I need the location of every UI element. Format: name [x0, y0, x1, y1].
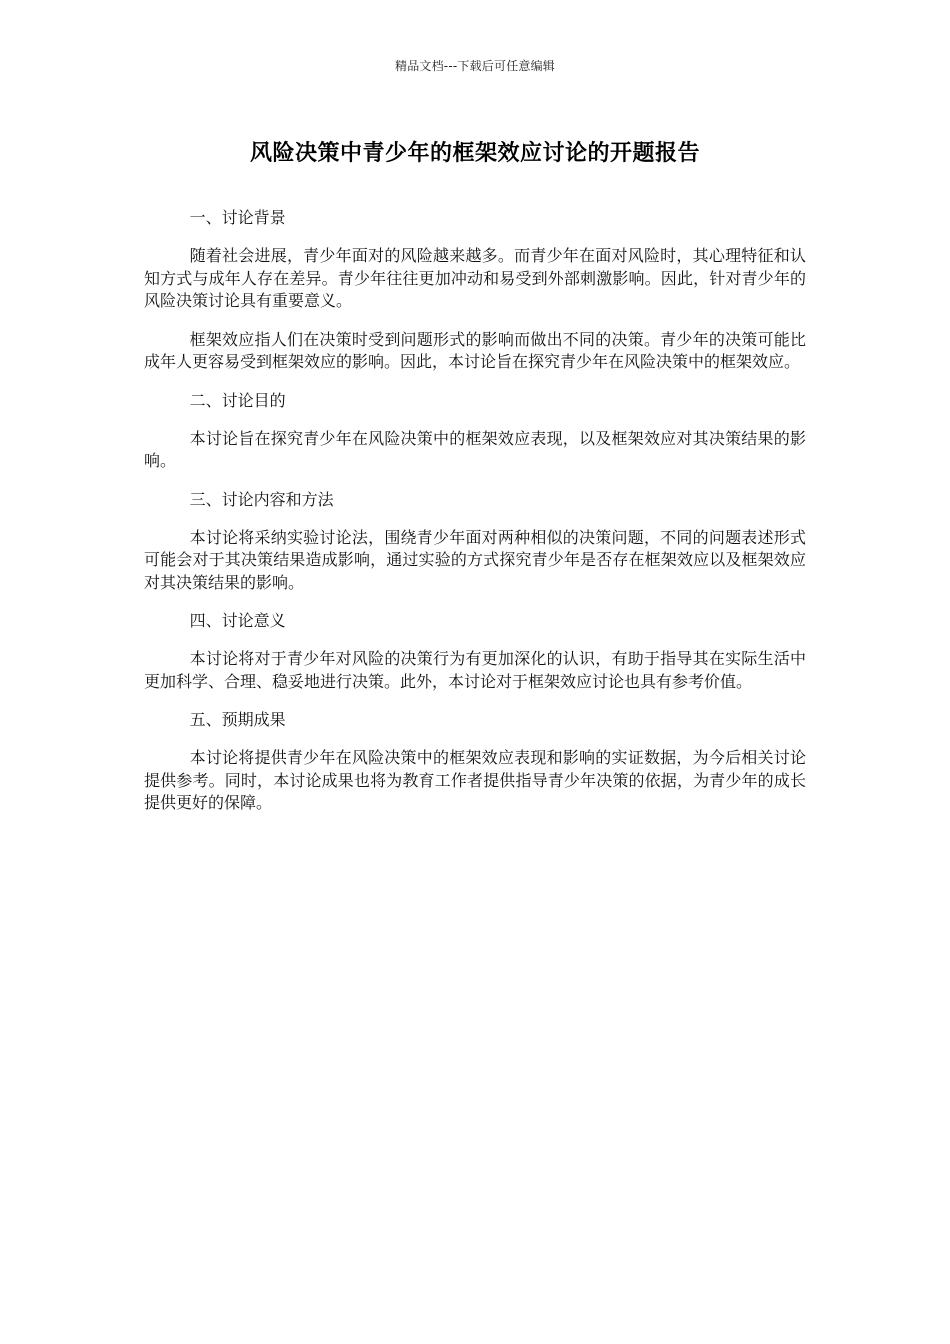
document-title: 风险决策中青少年的框架效应讨论的开题报告 — [249, 141, 700, 166]
document-body — [144, 207, 806, 831]
paragraph-purpose-1: 本讨论旨在探究青少年在风险决策中的框架效应表现，以及框架效应对其决策结果的影响。 — [144, 428, 806, 470]
section-heading-significance: 四、讨论意义 — [189, 611, 286, 630]
section-heading-expected-results: 五、预期成果 — [189, 710, 286, 729]
paragraph-significance-1: 本讨论将对于青少年对风险的决策行为有更加深化的认识，有助于指导其在实际生活中更加科学、合理、稳妥地进行决策。此外，本讨论对于框架效应讨论也具有参考价值。 — [144, 649, 806, 691]
paragraph-expected-results-1: 本讨论将提供青少年在风险决策中的框架效应表现和影响的实证数据，为今后相关讨论提供参考。同时，本讨论成果也将为教育工作者提供指导青少年决策的依据，为青少年的成长提供更好的保障。 — [144, 748, 806, 812]
paragraph-background-2: 框架效应指人们在决策时受到问题形式的影响而做出不同的决策。青少年的决策可能比成年人更容易受到框架效应的影响。因此，本讨论旨在探究青少年在风险决策中的框架效应。 — [144, 329, 806, 371]
header-note: 精品文档---下载后可任意编辑 — [395, 59, 555, 73]
section-heading-content-methods: 三、讨论内容和方法 — [189, 489, 334, 509]
section-heading-background: 一、讨论背景 — [189, 208, 286, 227]
paragraph-content-methods-1: 本讨论将采纳实验讨论法，围绕青少年面对两种相似的决策问题，不同的问题表述形式可能会对于其决策结果造成影响，通过实验的方式探究青少年是否存在框架效应以及框架效应对其决策结果的影响。 — [144, 527, 806, 592]
section-heading-purpose: 二、讨论目的 — [189, 390, 286, 410]
paragraph-background-1: 随着社会进展，青少年面对的风险越来越多。而青少年在面对风险时，其心理特征和认知方式与成年人存在差异。青少年往往更加冲动和易受到外部刺激影响。因此，针对青少年的风险决策讨论具有重要意义。 — [144, 246, 806, 310]
